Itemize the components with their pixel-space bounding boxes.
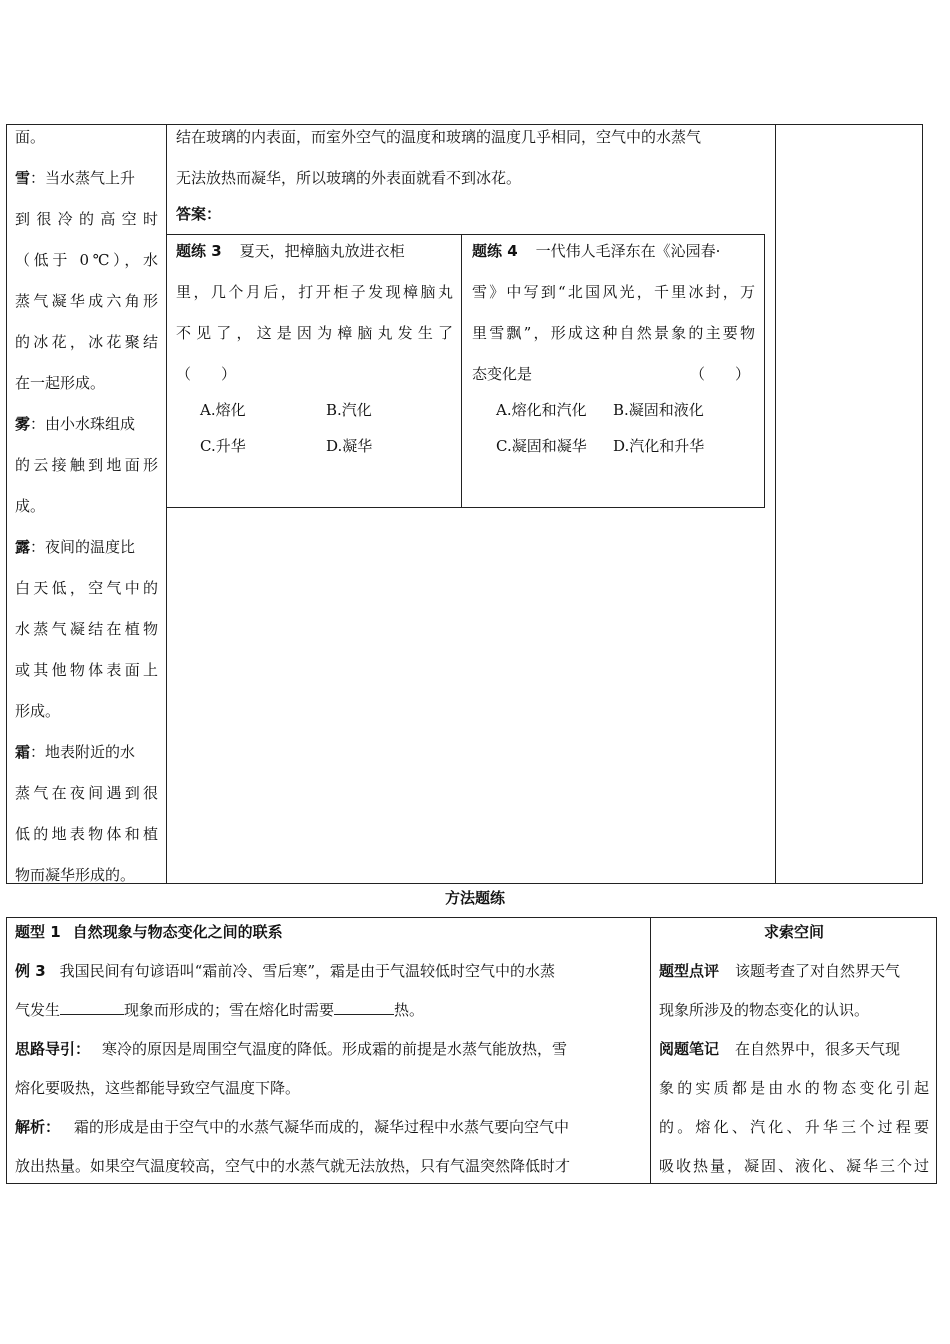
- exercise-table-right: [764, 234, 765, 508]
- bottom-side: [659, 913, 929, 1186]
- guide-line-1: 寒冷的原因是周围空气温度的降低。形成霜的前提是水蒸气能放热，雪: [102, 1040, 568, 1058]
- ex4-line-2: 里雪飘”，形成这种自然景象的主要物: [472, 324, 755, 342]
- left-p1: 面。: [15, 128, 46, 146]
- analysis-label: 解析：: [15, 1118, 61, 1136]
- example-line-2a: 气发生: [15, 1001, 61, 1019]
- example-line-2b: 现象而形成的；雪在熔化时需要: [124, 1001, 335, 1019]
- frost-label: 霜: [15, 743, 31, 761]
- type-title: 自然现象与物态变化之间的联系: [72, 923, 283, 941]
- ex3-option-b: B.汽化: [326, 401, 372, 419]
- fog-line-1: 的云接触到地面形: [15, 456, 158, 474]
- dew-label: 露: [15, 538, 31, 556]
- top-table-divider-left: [166, 124, 167, 884]
- guide-line-2: 熔化要吸热，这些都能导致空气温度下降。: [15, 1079, 301, 1097]
- top-table-divider-right: [775, 124, 776, 884]
- ex3-line-1: 里，几个月后，打开柜子发现樟脑丸: [176, 283, 453, 301]
- frost-line-2: 低的地表物体和植: [15, 825, 158, 843]
- fog-label: 雾: [15, 415, 31, 433]
- review-label: 题型点评: [659, 962, 720, 980]
- snow-line-3: 蒸气凝华成六角形: [15, 292, 158, 310]
- snow-label: 雪: [15, 169, 31, 187]
- middle-line-1: 结在玻璃的内表面，而室外空气的温度和玻璃的温度几乎相同，空气中的水蒸气: [176, 128, 702, 146]
- ex4-line-0: 一代伟人毛泽东在《沁园春·: [535, 242, 721, 260]
- ex3-line-0: 夏天，把樟脑丸放进衣柜: [239, 242, 405, 260]
- bottom-main: [15, 913, 641, 1186]
- answer-label: 答案：: [176, 205, 222, 223]
- fog-line-0: ：由小水珠组成: [30, 415, 136, 433]
- ex3-option-c: C.升华: [200, 437, 246, 455]
- answer-blank-2[interactable]: [334, 1013, 394, 1015]
- ex4-line-1: 雪》中写到“北国风光，千里冰封，万: [472, 283, 755, 301]
- dew-line-2: 水蒸气凝结在植物: [15, 620, 158, 638]
- ex4-option-c: C.凝固和凝华: [496, 437, 587, 455]
- section-title: 方法题练: [444, 889, 505, 907]
- frost-line-1: 蒸气在夜间遇到很: [15, 784, 158, 802]
- ex4-option-a: A.熔化和汽化: [496, 401, 587, 419]
- notes-line-2: 象的实质都是由水的物态变化引起: [659, 1079, 929, 1097]
- ex4-line-3: 态变化是: [472, 365, 533, 383]
- ex3-line-2: 不见了，这是因为樟脑丸发生了: [176, 324, 453, 342]
- dew-line-4: 形成。: [15, 702, 61, 720]
- review-line-2: 现象所涉及的物态变化的认识。: [659, 1001, 870, 1019]
- fog-line-2: 成。: [15, 497, 46, 515]
- side-title: 求索空间: [763, 923, 824, 941]
- exercise-table-divider: [461, 234, 462, 508]
- guide-label: 思路导引：: [15, 1040, 91, 1058]
- example-line-2c: 热。: [394, 1001, 425, 1019]
- left-column: [15, 117, 158, 896]
- notes-line-4: 吸收热量，凝固、液化、凝华三个过: [659, 1157, 929, 1175]
- ex4-option-b: B.凝固和液化: [613, 401, 704, 419]
- snow-block: [15, 158, 158, 199]
- bottom-table-divider: [650, 917, 651, 1184]
- notes-label: 阅题笔记: [659, 1040, 720, 1058]
- ex3-option-a: A.熔化: [200, 401, 246, 419]
- snow-line-5: 在一起形成。: [15, 374, 106, 392]
- dew-line-1: 白天低，空气中的: [15, 579, 158, 597]
- notes-line-3: 的。熔化、汽化、升华三个过程要: [659, 1118, 929, 1136]
- analysis-line-2: 放出热量。如果空气温度较高，空气中的水蒸气就无法放热，只有气温突然降低时才: [15, 1157, 571, 1175]
- dew-line-0: ：夜间的温度比: [30, 538, 136, 556]
- snow-line-2: （低于 0℃），水: [15, 251, 158, 269]
- type-label: 题型 1: [15, 923, 61, 941]
- ex4-label: 题练 4: [472, 242, 518, 260]
- snow-line-1: 到很冷的高空时: [15, 210, 158, 228]
- ex3-label: 题练 3: [176, 242, 222, 260]
- frost-line-3: 物而凝华形成的。: [15, 866, 136, 884]
- example-line-1: 我国民间有句谚语叫“霜前冷、雪后寒”，霜是由于气温较低时空气中的水蒸: [59, 962, 556, 980]
- example-label: 例 3: [15, 962, 46, 980]
- notes-line-1: 在自然界中，很多天气现: [735, 1040, 901, 1058]
- answer-blank-1[interactable]: [60, 1013, 124, 1015]
- dew-line-3: 或其他物体表面上: [15, 661, 158, 679]
- frost-line-0: ：地表附近的水: [30, 743, 136, 761]
- ex4-paren: （ ）: [690, 365, 751, 383]
- exercise-4: [472, 231, 755, 395]
- ex4-option-d: D.汽化和升华: [613, 437, 705, 455]
- ex3-option-d: D.凝华: [326, 437, 373, 455]
- exercise-3: [176, 231, 453, 395]
- ex3-paren: （ ）: [176, 365, 237, 383]
- middle-line-2: 无法放热而凝华，所以玻璃的外表面就看不到冰花。: [176, 169, 522, 187]
- exercise-table-bottom: [166, 507, 765, 508]
- snow-line-0: ：当水蒸气上升: [30, 169, 136, 187]
- analysis-line-1: 霜的形成是由于空气中的水蒸气凝华而成的，凝华过程中水蒸气要向空气中: [74, 1118, 570, 1136]
- snow-line-4: 的冰花，冰花聚结: [15, 333, 158, 351]
- review-line-1: 该题考查了对自然界天气: [735, 962, 901, 980]
